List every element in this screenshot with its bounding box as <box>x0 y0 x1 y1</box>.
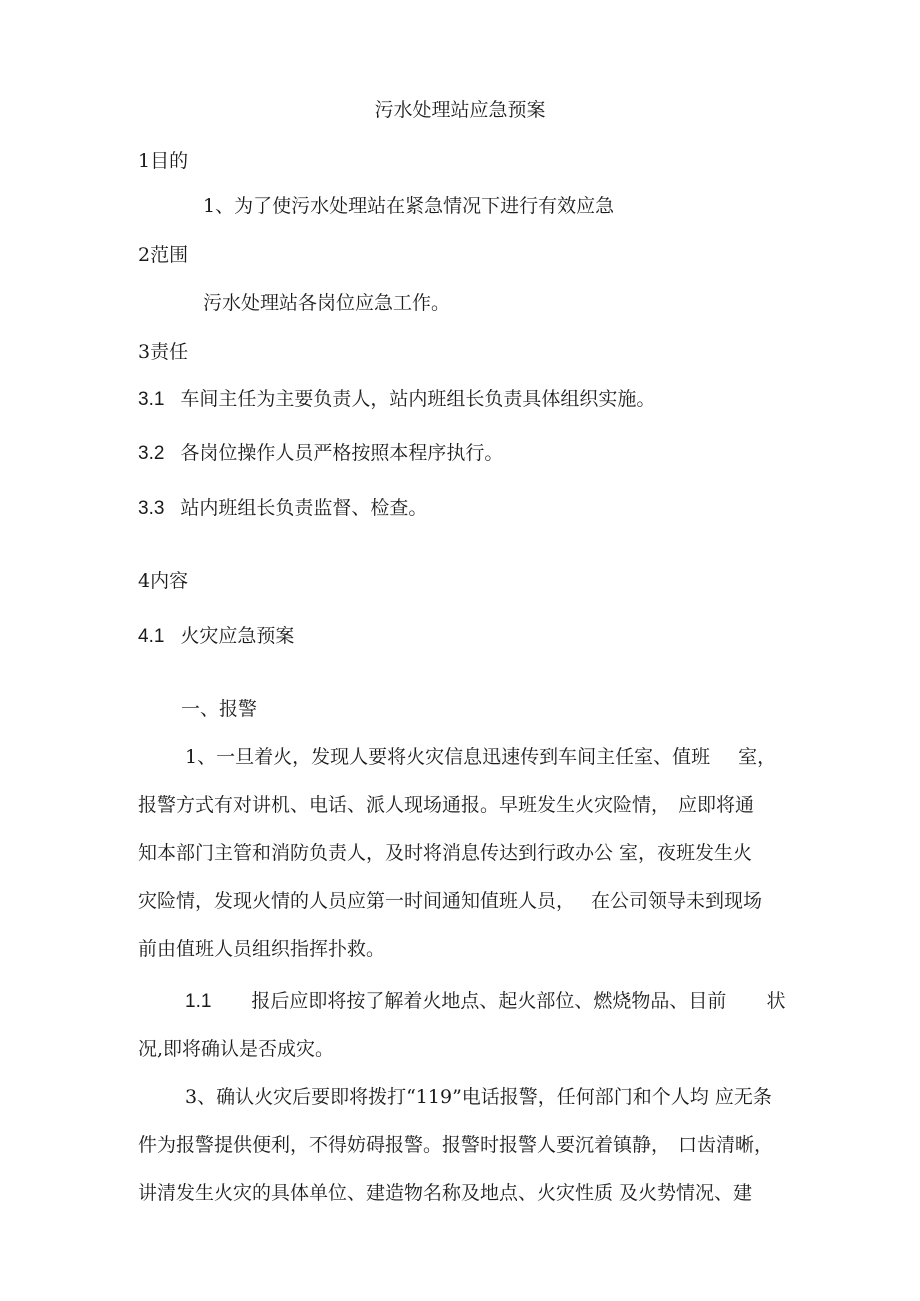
paragraph-3-line-3: 讲清发生火灾的具体单位、建造物名称及地点、火灾性质 及火势情况、建 <box>138 1182 753 1204</box>
section-3-1 <box>138 387 655 412</box>
paragraph-1-line-2 <box>138 793 754 817</box>
section-3-3-number: 3.3 <box>138 498 165 519</box>
paragraph-1-line-4-b: 在公司领导未到现场 <box>591 890 763 912</box>
paragraph-2-line-1-a: 报后应即将按了解着火地点、起火部位、燃烧物品、目前 <box>251 990 727 1012</box>
section-3-2-text: 各岗位操作人员严格按照本程序执行。 <box>180 442 504 464</box>
section-1-item-1: 1、为了使污水处理站在紧急情况下进行有效应急 <box>203 195 615 217</box>
section-4-1-text: 火灾应急预案 <box>180 625 295 647</box>
paragraph-1-line-1 <box>185 745 776 769</box>
section-2-text: 污水处理站各岗位应急工作。 <box>203 292 451 314</box>
section-3-heading: 3责任 <box>138 341 189 363</box>
section-1-heading: 1目的 <box>138 150 189 172</box>
section-2-heading: 2范围 <box>138 244 189 266</box>
section-3-2 <box>138 441 503 466</box>
paragraph-3-line-2-b: 口齿清晰， <box>678 1134 774 1156</box>
section-3-3 <box>138 496 427 521</box>
paragraph-2-number: 1.1 <box>185 991 212 1012</box>
document-title: 污水处理站应急预案 <box>374 99 546 121</box>
paragraph-2-line-1 <box>185 989 785 1014</box>
section-4-heading: 4内容 <box>138 570 189 592</box>
section-3-3-text: 站内班组长负责监督、检查。 <box>180 497 428 519</box>
paragraph-1-line-3: 知本部门主管和消防负责人，及时将消息传达到行政办公 室，夜班发生火 <box>138 842 753 864</box>
alarm-heading: 一、报警 <box>181 698 258 720</box>
paragraph-1-line-2-a: 报警方式有对讲机、电话、派人现场通报。早班发生火灾险情， <box>138 794 671 816</box>
section-4-1-number: 4.1 <box>138 626 165 647</box>
section-3-1-text: 车间主任为主要负责人，站内班组长负责具体组织实施。 <box>180 388 656 410</box>
paragraph-1-line-2-b: 应即将通 <box>678 794 755 816</box>
section-3-2-number: 3.2 <box>138 443 165 464</box>
paragraph-3-line-2-a: 件为报警提供便利，不得妨碍报警。报警时报警人要沉着镇静， <box>138 1134 671 1156</box>
paragraph-1-line-4 <box>138 889 762 913</box>
paragraph-3-line-2 <box>138 1133 773 1157</box>
paragraph-2-line-2: 况,即将确认是否成灾。 <box>138 1038 335 1060</box>
paragraph-1-line-1-a: 1、一旦着火，发现人要将火灾信息迅速传到车间主任室、值班 <box>185 746 711 768</box>
paragraph-1-line-4-a: 灾险情，发现火情的人员应第一时间通知值班人员， <box>138 890 576 912</box>
paragraph-3-line-1: 3、确认火灾后要即将拨打“119”电话报警，任何部门和个人均 应无条 <box>185 1086 772 1108</box>
paragraph-1-line-1-b: 室， <box>738 746 777 768</box>
paragraph-1-line-5: 前由值班人员组织指挥扑救。 <box>138 938 386 960</box>
paragraph-2-line-1-b: 状 <box>766 990 786 1012</box>
section-3-1-number: 3.1 <box>138 389 165 410</box>
section-4-1 <box>138 624 294 649</box>
